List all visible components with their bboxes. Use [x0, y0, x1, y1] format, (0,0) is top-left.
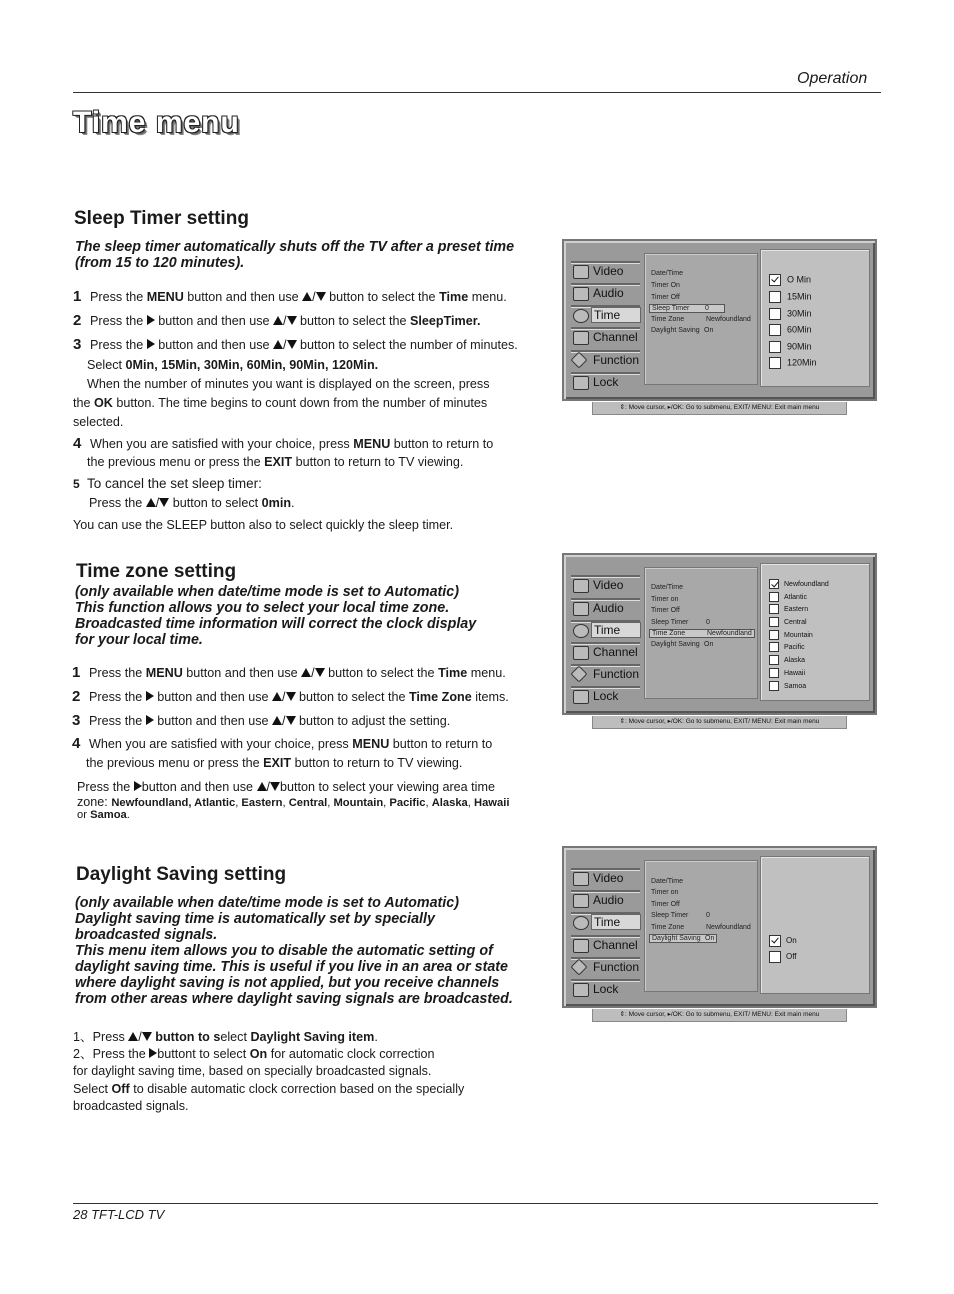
intro-line: (only available when date/time mode is set to Automatic)	[75, 584, 459, 600]
down-arrow-icon	[270, 782, 280, 791]
intro-line: where daylight saving is not applied, but you receive channels	[75, 975, 500, 991]
option-item: Alaska	[769, 655, 805, 665]
osd-daylight-saving	[562, 846, 877, 1018]
checkbox	[769, 655, 779, 665]
submenu-row: Sleep Timer 0	[651, 912, 710, 919]
option-item: Hawaii	[769, 668, 805, 678]
timezone-step-4: 4 When you are satisfied with your choice, press MENU button to return to	[72, 735, 493, 752]
sleep-step-3-options: Select 0Min, 15Min, 30Min, 60Min, 90Min, 120Min.	[87, 358, 379, 372]
submenu-row-selected: Time Zone Newfoundland	[649, 629, 755, 638]
channel-icon	[573, 646, 589, 660]
clock-icon	[573, 309, 589, 323]
sleep-step-5-text: Press the / button to select 0min.	[89, 496, 295, 510]
option-item: Central	[769, 617, 807, 627]
daylight-step-2: 2、Press the buttont to select On for automatic clock correction	[73, 1047, 435, 1061]
up-arrow-icon	[301, 668, 311, 677]
submenu-row: Timer Off	[651, 607, 680, 614]
osd-menu-video: Video	[568, 575, 640, 597]
option-item: Mountain	[769, 630, 813, 640]
timezone-step-1: 1 Press the MENU button and then use / button to select the Time menu.	[72, 664, 506, 681]
osd-menu-channel: Channel	[568, 935, 640, 957]
function-icon	[571, 666, 588, 683]
option-item: 15Min	[769, 291, 812, 303]
osd-menu	[568, 247, 640, 387]
right-arrow-icon	[134, 781, 142, 791]
timezone-zones-end: or Samoa.	[77, 809, 130, 821]
audio-icon	[573, 602, 589, 616]
osd-menu-audio: Audio	[568, 598, 640, 620]
timezone-step-2: 2 Press the button and then use / button to select the Time Zone items.	[72, 688, 509, 705]
audio-icon	[573, 287, 589, 301]
function-icon	[571, 352, 588, 369]
osd-help-bar: ⇕: Move cursor, ▸/OK: Go to submenu, EXIT/ MENU: Exit main menu	[592, 716, 847, 729]
osd-menu-audio: Audio	[568, 283, 640, 305]
intro-line: broadcasted signals.	[75, 927, 218, 943]
sleep-step-5: 5 To cancel the set sleep timer:	[73, 476, 262, 491]
right-arrow-icon	[146, 691, 154, 701]
osd-sleep-timer	[562, 239, 877, 411]
checkbox	[769, 324, 781, 336]
submenu-row: Time Zone Newfoundland	[651, 924, 751, 931]
sleep-step-3: 3 Press the button and then use / button to select the number of minutes.	[73, 336, 518, 353]
lock-icon	[573, 690, 589, 704]
osd-menu-function: Function	[568, 664, 640, 686]
channel-icon	[573, 939, 589, 953]
submenu-row: Date/Time	[651, 584, 684, 591]
submenu-row: Timer on	[651, 596, 679, 603]
osd-menu-audio: Audio	[568, 890, 640, 912]
channel-icon	[573, 331, 589, 345]
submenu-row: Sleep Timer 0	[651, 619, 710, 626]
daylight-step-1: 1、Press / button to select Daylight Saving item.	[73, 1030, 378, 1044]
clock-icon	[573, 916, 589, 930]
sleep-step-3-text: When the number of minutes you want is displayed on the screen, press	[87, 377, 490, 391]
right-arrow-icon	[147, 339, 155, 349]
intro-line: (only available when date/time mode is set to Automatic)	[75, 895, 459, 911]
checkbox	[769, 291, 781, 303]
submenu-row-selected: Daylight Saving On	[649, 934, 717, 943]
submenu-row: Timer Off	[651, 294, 680, 301]
lock-icon	[573, 983, 589, 997]
daylight-step-2-text: broadcasted signals.	[73, 1099, 189, 1113]
timezone-step-3: 3 Press the button and then use / button to adjust the setting.	[72, 712, 451, 729]
intro-line: (from 15 to 120 minutes).	[75, 255, 245, 271]
option-item: Off	[769, 951, 797, 963]
submenu-row: Timer Off	[651, 901, 680, 908]
daylight-heading: Daylight Saving setting	[76, 864, 287, 885]
option-item: 60Min	[769, 324, 812, 336]
submenu-row: Timer On	[651, 282, 680, 289]
lock-icon	[573, 376, 589, 390]
up-arrow-icon	[273, 340, 283, 349]
updown-icon: ⇕	[619, 718, 626, 725]
sleep-step-3-text: selected.	[73, 415, 124, 429]
option-item: Samoa	[769, 681, 806, 691]
checkbox	[769, 630, 779, 640]
osd-menu-function: Function	[568, 957, 640, 979]
option-item: Pacific	[769, 642, 805, 652]
osd-menu-channel: Channel	[568, 327, 640, 349]
sleep-step-3-text: the OK button. The time begins to count down from the number of minutes	[73, 396, 488, 410]
option-item: Newfoundland	[769, 579, 829, 589]
option-item: O Min	[769, 274, 811, 286]
osd-menu-time: Time	[568, 305, 640, 327]
osd-menu	[568, 561, 640, 701]
intro-line: daylight saving time. This is useful if you live in an area or state	[75, 959, 508, 975]
option-item: 30Min	[769, 308, 812, 320]
submenu-row: Date/Time	[651, 878, 684, 885]
down-arrow-icon	[316, 292, 326, 301]
daylight-step-2-text: Select Off to disable automatic clock correction based on the specially	[73, 1082, 465, 1096]
checkbox	[769, 668, 779, 678]
checkbox	[769, 308, 781, 320]
timezone-intro	[75, 584, 476, 648]
osd-menu	[568, 854, 640, 994]
osd-options	[760, 249, 870, 387]
daylight-intro	[75, 895, 513, 1007]
intro-line: This menu item allows you to disable the automatic setting of	[75, 943, 493, 959]
option-item: Eastern	[769, 604, 808, 614]
down-arrow-icon	[287, 340, 297, 349]
footer-rule	[73, 1203, 878, 1204]
up-arrow-icon	[302, 292, 312, 301]
osd-menu-video: Video	[568, 868, 640, 890]
osd-menu-lock: Lock	[568, 979, 640, 1001]
video-icon	[573, 872, 589, 886]
osd-menu-lock: Lock	[568, 372, 640, 394]
video-icon	[573, 265, 589, 279]
osd-menu-channel: Channel	[568, 642, 640, 664]
checkbox	[769, 681, 779, 691]
checkbox	[769, 592, 779, 602]
daylight-step-2-text: for daylight saving time, based on specially broadcasted signals.	[73, 1064, 432, 1078]
checkbox-checked	[769, 579, 779, 589]
osd-menu-time: Time	[568, 912, 640, 934]
osd-menu-lock: Lock	[568, 686, 640, 708]
sleep-step-2: 2 Press the button and then use / button to select the SleepTimer.	[73, 312, 481, 329]
updown-icon: ⇕	[619, 404, 626, 411]
checkbox-checked	[769, 935, 781, 947]
down-arrow-icon	[142, 1032, 152, 1041]
up-arrow-icon	[272, 692, 282, 701]
page-title: Time menu	[73, 106, 240, 139]
up-arrow-icon	[272, 716, 282, 725]
updown-icon: ⇕	[619, 1011, 626, 1018]
timezone-step-4-text: the previous menu or press the EXIT button to return to TV viewing.	[86, 756, 463, 770]
submenu-row: Timer on	[651, 889, 679, 896]
osd-menu-time: Time	[568, 620, 640, 642]
sleep-step-1: 1 Press the MENU button and then use / button to select the Time menu.	[73, 288, 507, 305]
audio-icon	[573, 894, 589, 908]
up-arrow-icon	[273, 316, 283, 325]
timezone-note: Press the button and then use / button to select your viewing area time	[77, 780, 495, 794]
osd-options	[760, 563, 870, 701]
checkbox	[769, 951, 781, 963]
sleep-step-4-text: the previous menu or press the EXIT button to return to TV viewing.	[87, 455, 464, 469]
sleep-note: You can use the SLEEP button also to select quickly the sleep timer.	[73, 518, 454, 532]
osd-help-bar: ⇕: Move cursor, ▸/OK: Go to submenu, EXIT/ MENU: Exit main menu	[592, 402, 847, 415]
video-icon	[573, 579, 589, 593]
osd-submenu	[644, 860, 758, 992]
checkbox	[769, 341, 781, 353]
osd-menu-video: Video	[568, 261, 640, 283]
submenu-row: Time Zone Newfoundland	[651, 316, 751, 323]
submenu-row: Date/Time	[651, 270, 684, 277]
osd-menu-function: Function	[568, 350, 640, 372]
clock-icon	[573, 624, 589, 638]
section-label: Operation	[797, 70, 868, 87]
osd-submenu	[644, 567, 758, 699]
up-arrow-icon	[128, 1032, 138, 1041]
intro-line: Daylight saving time is automatically set by specially	[75, 911, 435, 927]
option-item: 120Min	[769, 357, 817, 369]
checkbox-checked	[769, 274, 781, 286]
checkbox	[769, 604, 779, 614]
osd-submenu	[644, 253, 758, 385]
down-arrow-icon	[286, 692, 296, 701]
checkbox	[769, 357, 781, 369]
down-arrow-icon	[287, 316, 297, 325]
intro-line: This function allows you to select your local time zone.	[75, 600, 450, 616]
option-item: 90Min	[769, 341, 812, 353]
osd-time-zone	[562, 553, 877, 725]
intro-line: for your local time.	[75, 632, 203, 648]
submenu-row-selected: Sleep Timer 0	[649, 304, 725, 313]
right-arrow-icon	[146, 715, 154, 725]
down-arrow-icon	[159, 498, 169, 507]
header-rule	[73, 92, 881, 93]
checkbox	[769, 642, 779, 652]
option-item: On	[769, 935, 797, 947]
up-arrow-icon	[146, 498, 156, 507]
submenu-row: Daylight Saving On	[651, 327, 714, 334]
right-arrow-icon	[147, 315, 155, 325]
sleep-heading: Sleep Timer setting	[74, 208, 249, 229]
page-footer: 28 TFT-LCD TV	[73, 1207, 165, 1222]
osd-options	[760, 856, 870, 994]
submenu-row: Daylight Saving On	[651, 641, 714, 648]
option-item: Atlantic	[769, 592, 807, 602]
intro-line: The sleep timer automatically shuts off the TV after a preset time	[75, 239, 515, 255]
function-icon	[571, 959, 588, 976]
sleep-step-4: 4 When you are satisfied with your choice, press MENU button to return to	[73, 435, 494, 452]
intro-line: from other areas where daylight saving signals are broadcasted.	[75, 991, 513, 1007]
down-arrow-icon	[315, 668, 325, 677]
checkbox	[769, 617, 779, 627]
osd-help-bar: ⇕: Move cursor, ▸/OK: Go to submenu, EXIT/ MENU: Exit main menu	[592, 1009, 847, 1022]
sleep-intro	[75, 239, 514, 271]
timezone-zones: zone: Newfoundland, Atlantic, Eastern, Central, Mountain, Pacific, Alaska, Hawaii	[77, 795, 510, 809]
up-arrow-icon	[257, 782, 267, 791]
down-arrow-icon	[286, 716, 296, 725]
timezone-heading: Time zone setting	[76, 561, 237, 582]
intro-line: Broadcasted time information will correct the clock display	[75, 616, 477, 632]
